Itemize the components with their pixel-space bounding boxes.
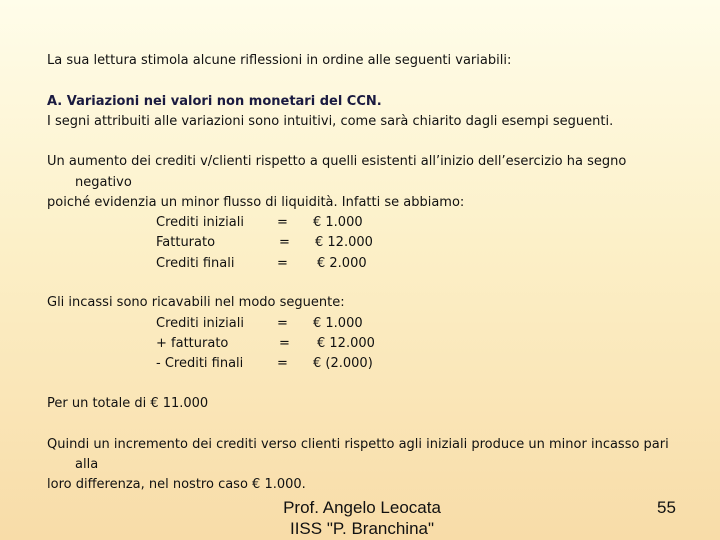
page-number: 55 (657, 498, 676, 517)
footer-school: IISS "P. Branchina" (289, 519, 435, 538)
conclusion-line2: alla (75, 457, 99, 472)
table2-row3-label: - Crediti finali (156, 356, 244, 371)
table2-row2-op: = (279, 336, 290, 351)
total-line: Per un totale di € 11.000 (47, 396, 209, 411)
table1-row3-value: € 2.000 (317, 256, 367, 271)
table2-row3-op: = (277, 356, 288, 371)
paragraph1-line3: poiché evidenzia un minor flusso di liquidità. Infatti se abbiamo: (47, 195, 465, 210)
table1-row2-label: Fatturato (156, 235, 216, 250)
table1-row2-value: € 12.000 (315, 235, 373, 250)
table2-row2-value: € 12.000 (317, 336, 375, 351)
footer-author: Prof. Angelo Leocata (283, 498, 441, 517)
table1-row1-value: € 1.000 (313, 215, 363, 230)
paragraph1-line1: Un aumento dei crediti v/clienti rispetto a quelli esistenti all’inizio dell’esercizio ha segno (47, 154, 627, 169)
table2-row1-value: € 1.000 (313, 316, 363, 331)
conclusion-line3: loro differenza, nel nostro caso € 1.000. (47, 477, 306, 492)
table1-row3-label: Crediti finali (156, 256, 235, 271)
paragraph2: Gli incassi sono ricavabili nel modo seguente: (47, 295, 345, 310)
table1-row1-op: = (277, 215, 288, 230)
paragraph1-line2: negativo (75, 175, 132, 190)
section-a-text: I segni attribuiti alle variazioni sono intuitivi, come sarà chiarito dagli esempi seguenti. (47, 114, 614, 129)
intro-text: La sua lettura stimola alcune riflessioni in ordine alle seguenti variabili: (47, 53, 512, 68)
table2-row2-label: + fatturato (156, 336, 229, 351)
table1-row2-op: = (279, 235, 290, 250)
conclusion-line1: Quindi un incremento dei crediti verso clienti rispetto agli iniziali produce un minor incasso pari (47, 437, 669, 452)
section-a-heading: A. Variazioni nei valori non monetari del CCN. (47, 94, 382, 109)
table2-row1-label: Crediti iniziali (156, 316, 244, 331)
table2-row3-value: € (2.000) (313, 356, 373, 371)
table1-row3-op: = (277, 256, 288, 271)
table2-row1-op: = (277, 316, 288, 331)
table1-row1-label: Crediti iniziali (156, 215, 244, 230)
